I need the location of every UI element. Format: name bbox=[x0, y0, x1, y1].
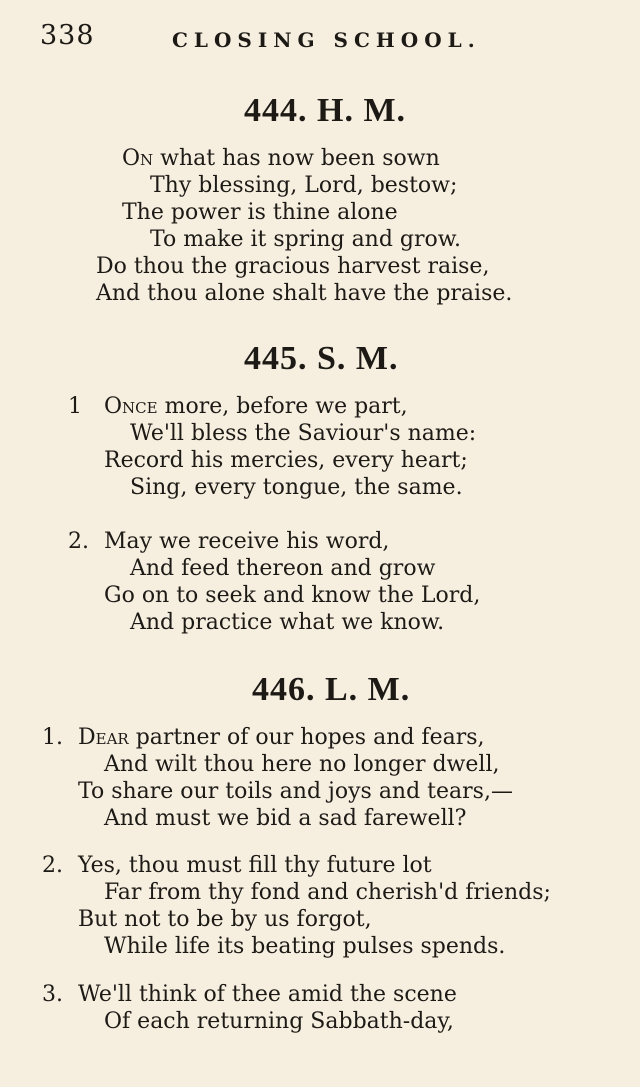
hymn-446-v1-line-3: To share our toils and joys and tears,— bbox=[78, 779, 513, 804]
hymn-445-v2-line-1: May we receive his word, bbox=[104, 529, 390, 554]
hymn-445-heading: 445. S. M. bbox=[244, 340, 399, 377]
hymn-446-verse-3-number: 3. bbox=[42, 982, 63, 1007]
hymn-446-v1-line-4: And must we bid a sad farewell? bbox=[104, 806, 467, 831]
hymn-446-v1-line-1: Dear partner of our hopes and fears, bbox=[78, 725, 485, 750]
hymn-444-line-3: The power is thine alone bbox=[122, 200, 398, 225]
hymn-446-v1-line-2: And wilt thou here no longer dwell, bbox=[104, 752, 500, 777]
hymn-446-verse-2-number: 2. bbox=[42, 853, 63, 878]
hymn-446-v3-line-1: We'll think of thee amid the scene bbox=[78, 982, 457, 1007]
hymn-444-line-5: Do thou the gracious harvest raise, bbox=[96, 254, 490, 279]
hymn-446-heading: 446. L. M. bbox=[252, 671, 411, 708]
page-number: 338 bbox=[40, 20, 95, 51]
hymn-446-v2-line-4: While life its beating pulses spends. bbox=[104, 934, 506, 959]
hymn-445-v2-line-3: Go on to seek and know the Lord, bbox=[104, 583, 481, 608]
hymn-444-line-2: Thy blessing, Lord, bestow; bbox=[150, 173, 458, 198]
hymn-445-v1-line-3: Record his mercies, every heart; bbox=[104, 448, 468, 473]
running-head: CLOSING SCHOOL. bbox=[172, 28, 481, 52]
hymn-446-verse-1-number: 1. bbox=[42, 725, 63, 750]
hymn-445-v1-line-2: We'll bless the Saviour's name: bbox=[130, 421, 477, 446]
hymn-444-line-1: On what has now been sown bbox=[122, 146, 440, 171]
hymn-444-heading: 444. H. M. bbox=[244, 92, 407, 129]
hymn-446-v2-line-3: But not to be by us forgot, bbox=[78, 907, 372, 932]
hymn-445-v2-line-2: And feed thereon and grow bbox=[130, 556, 436, 581]
hymn-445-v2-line-4: And practice what we know. bbox=[130, 610, 445, 635]
hymn-444-line-6: And thou alone shalt have the praise. bbox=[96, 281, 513, 306]
hymn-446-v3-line-2: Of each returning Sabbath-day, bbox=[104, 1009, 454, 1034]
hymn-445-v1-line-4: Sing, every tongue, the same. bbox=[130, 475, 463, 500]
hymn-446-v2-line-2: Far from thy fond and cherish'd friends; bbox=[104, 880, 551, 905]
hymn-445-v1-line-1: Once more, before we part, bbox=[104, 394, 408, 419]
hymn-445-verse-1-number: 1 bbox=[68, 394, 82, 419]
hymn-445-verse-2-number: 2. bbox=[68, 529, 89, 554]
hymn-446-v2-line-1: Yes, thou must fill thy future lot bbox=[78, 853, 432, 878]
hymn-444-line-4: To make it spring and grow. bbox=[150, 227, 461, 252]
